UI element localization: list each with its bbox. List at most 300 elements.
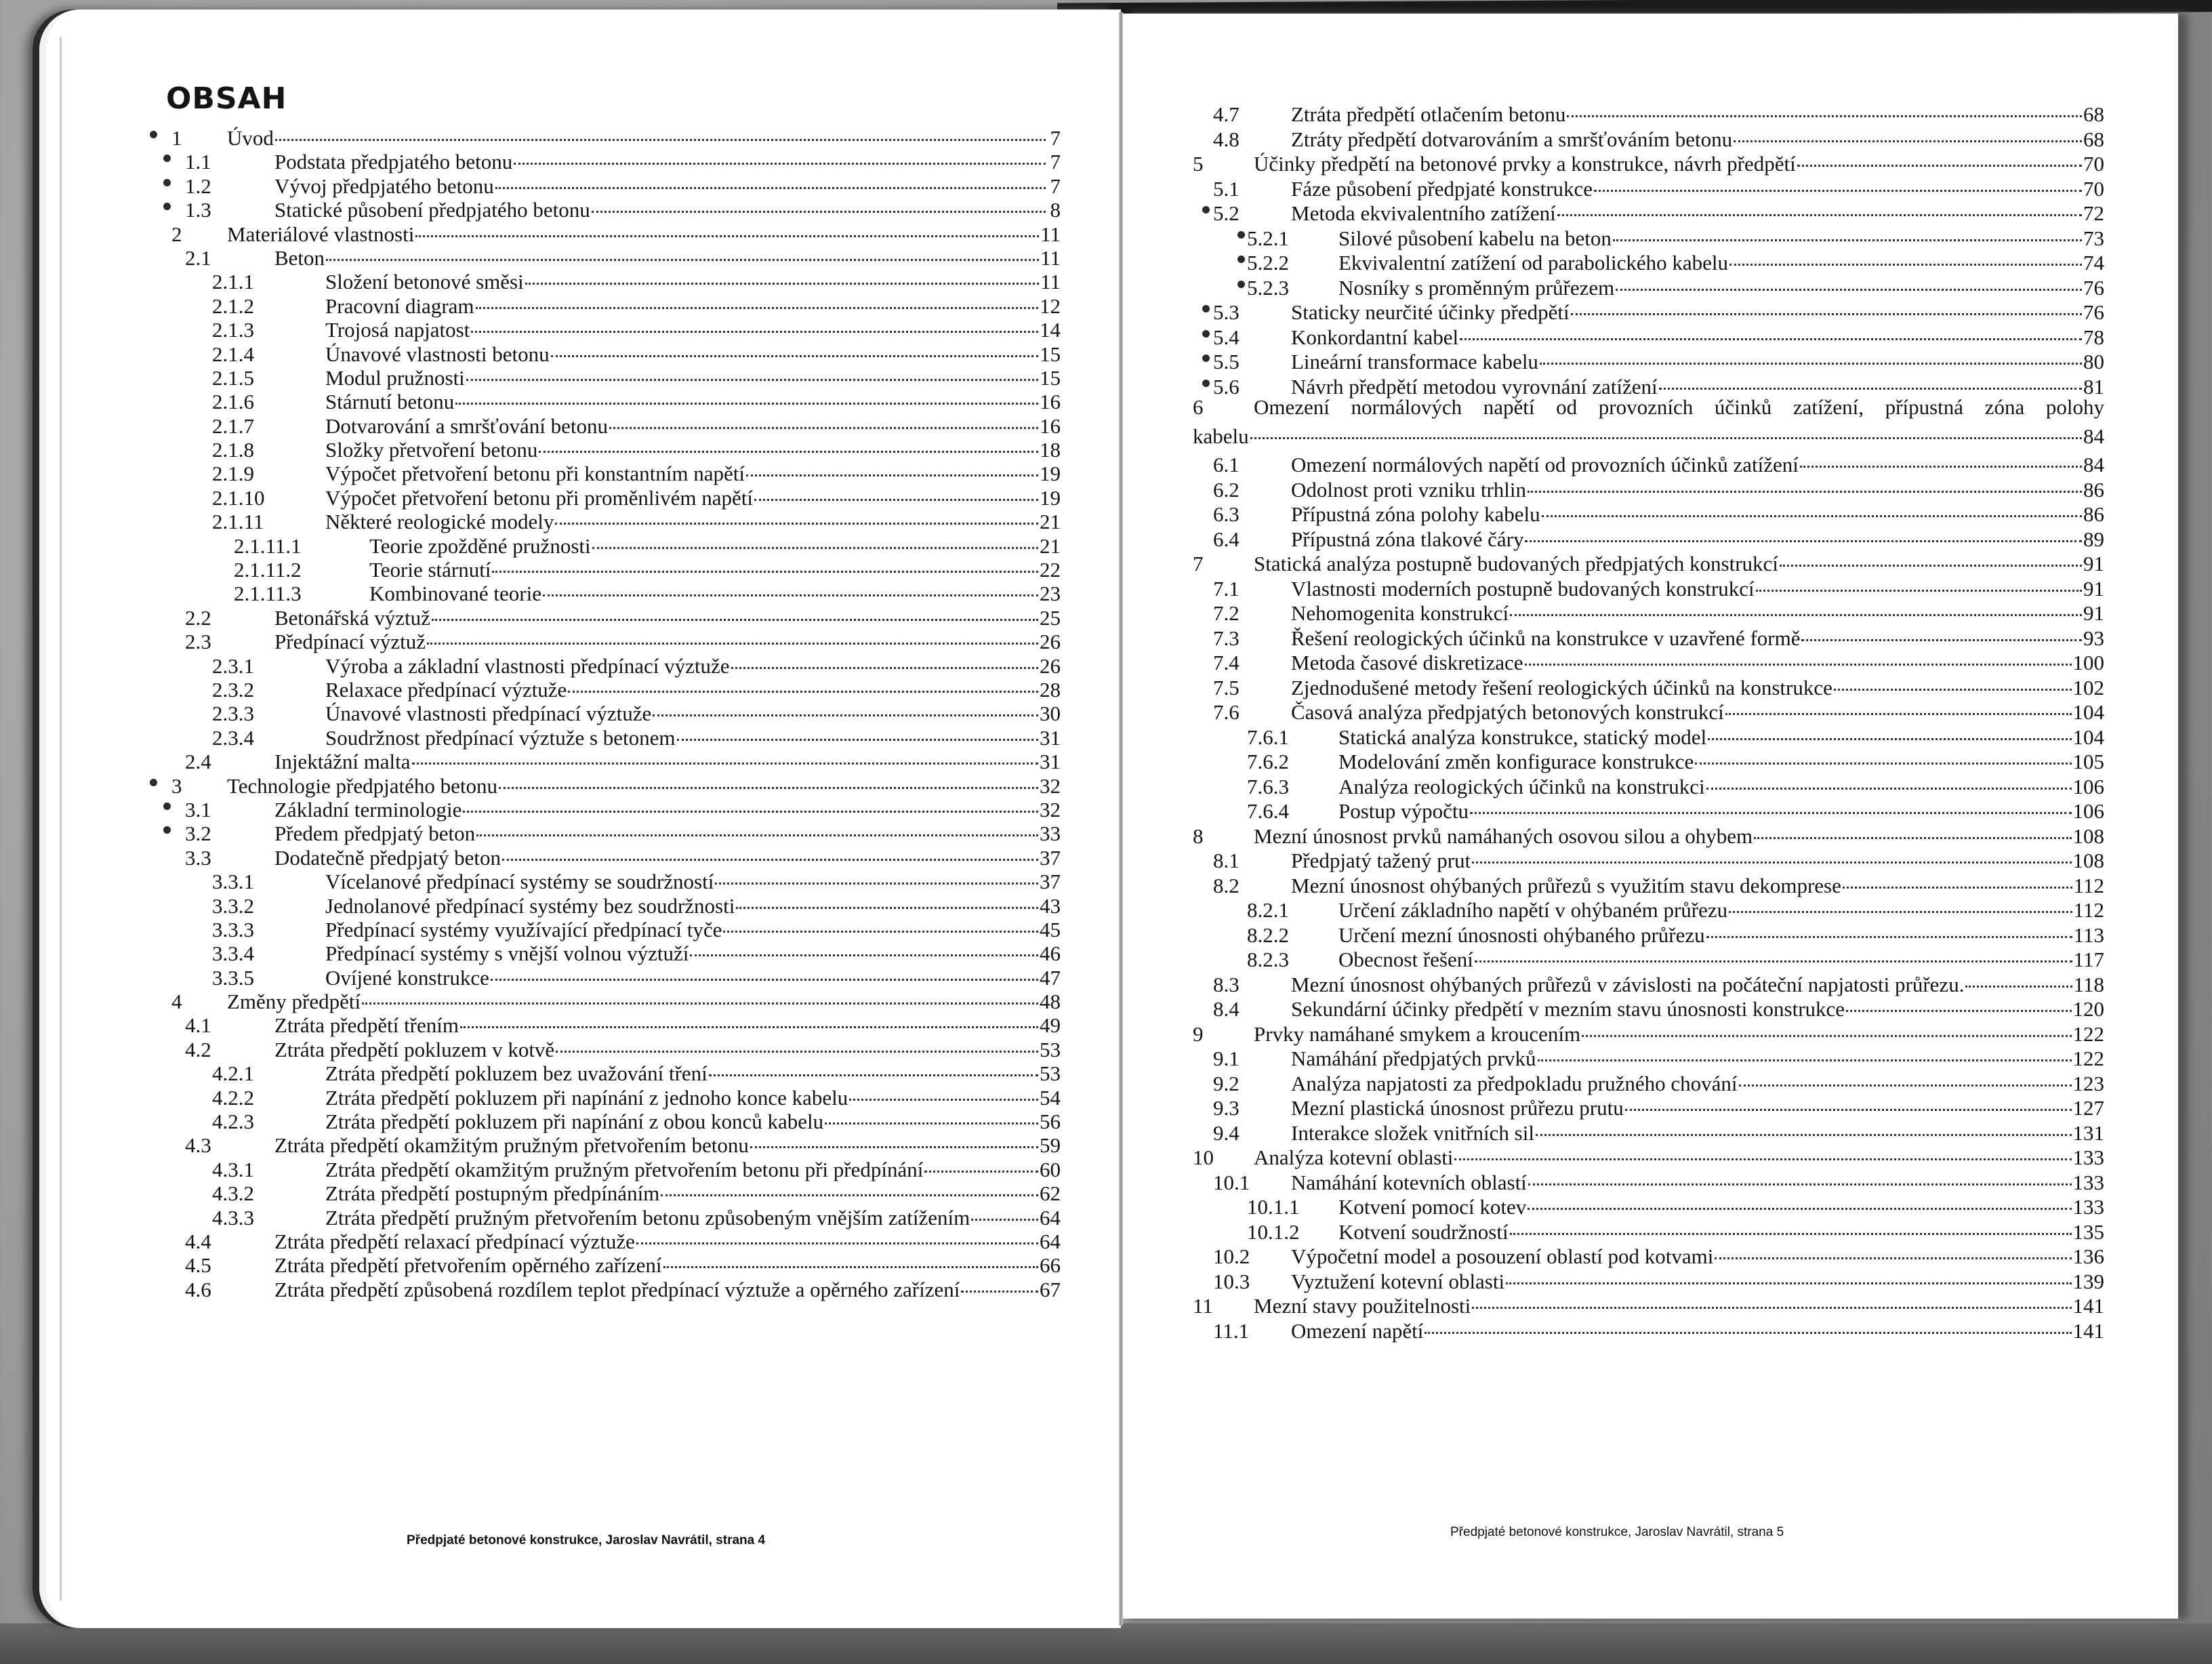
page-number: 73 [2083, 226, 2104, 250]
section-number: 4.2.2 [212, 1085, 254, 1110]
section-title: Řešení reologických účinků na konstrukce v uzavřené formě [1291, 626, 1801, 650]
section-title: Trojosá napjatost [325, 318, 470, 342]
section-title: Silové působení kabelu na beton [1338, 226, 1612, 250]
section-number: 2.1.1 [212, 270, 254, 294]
handwritten-dot-mark-icon [1202, 206, 1210, 214]
section-title: Úvod [227, 126, 274, 150]
page-number: 11 [1040, 270, 1061, 294]
dot-leader [539, 430, 1038, 453]
handwritten-dot-mark-icon [150, 131, 157, 138]
page-number: 120 [2072, 997, 2104, 1021]
section-title: Interakce složek vnitřních sil [1291, 1120, 1534, 1145]
dot-leader [1475, 939, 2072, 962]
page-number: 16 [1040, 413, 1061, 438]
page-number: 22 [1040, 558, 1061, 582]
page-number: 112 [2073, 898, 2104, 922]
section-title: Ztráta předpětí relaxací předpínací výztuže [274, 1229, 635, 1253]
dot-leader [326, 238, 1039, 261]
page-number: 8 [1050, 198, 1061, 222]
page-number: 64 [1040, 1205, 1061, 1230]
section-number: 9.4 [1213, 1120, 1240, 1145]
page-number: 23 [1040, 582, 1061, 606]
dot-leader [1472, 840, 2071, 864]
toc-entry [159, 1274, 1061, 1301]
page-number: 136 [2072, 1244, 2104, 1268]
section-number: 8.2 [1213, 873, 1240, 897]
page-number: 135 [2072, 1219, 2104, 1244]
section-title: Sekundární účinky předpětí v mezním stavu únosnosti konstrukce [1291, 997, 1845, 1021]
section-title: Mezní únosnost ohýbaných průřezů v závislosti na počáteční napjatosti průřezu. [1291, 972, 1965, 996]
section-number: 2.1.11.3 [234, 582, 302, 606]
section-number: 5.6 [1213, 374, 1240, 399]
section-number: 2.4 [185, 750, 211, 774]
section-title: Modul pružnosti [325, 365, 465, 390]
section-title: Výpočet přetvoření betonu při konstantním napětí [325, 462, 745, 486]
page-number: 37 [1040, 870, 1061, 894]
dot-leader [715, 861, 1038, 885]
section-number: 9.2 [1213, 1071, 1240, 1095]
page-number: 67 [1040, 1277, 1061, 1301]
handwritten-dot-mark-icon [1237, 281, 1245, 288]
dot-leader [1510, 1212, 2072, 1235]
section-title: Předem předpjatý beton [274, 821, 476, 846]
section-title: Některé reologické modely [325, 510, 554, 534]
dot-leader [1616, 268, 2082, 291]
section-number: 2.3.2 [212, 677, 254, 702]
section-number: 4.7 [1213, 102, 1240, 126]
dot-leader [412, 742, 1038, 765]
section-title: Časová analýza předpjatých betonových konstrukcí [1291, 700, 1724, 724]
page-number: 11 [1040, 222, 1061, 246]
handwritten-dot-mark-icon [1237, 231, 1245, 239]
dot-leader [1538, 1038, 2072, 1061]
section-number: 5.2.2 [1247, 251, 1289, 275]
dot-leader [491, 958, 1038, 981]
page-number: 118 [2073, 972, 2104, 996]
section-title: Změny předpětí [227, 990, 361, 1014]
section-number: 3.3 [185, 845, 211, 870]
section-number: 2.1.4 [212, 342, 254, 366]
dot-leader [476, 286, 1038, 309]
page-number: 7 [1050, 150, 1061, 174]
dot-leader [555, 502, 1038, 525]
dot-leader [754, 478, 1038, 501]
section-number: 6.2 [1213, 477, 1240, 502]
dot-leader [499, 766, 1038, 789]
dot-leader [514, 142, 1046, 165]
section-title: Podstata předpjatého betonu [274, 150, 513, 174]
section-number: 8.2.1 [1247, 898, 1289, 922]
section-number: 2.1.3 [212, 318, 254, 342]
dot-leader [471, 310, 1038, 333]
dot-leader [1846, 989, 2071, 1012]
page-number: 33 [1040, 821, 1061, 846]
dot-leader [455, 382, 1038, 405]
section-title: Únavové vlastnosti předpínací výztuže [325, 702, 652, 726]
section-title: Prvky namáhané smykem a kroucením [1254, 1021, 1581, 1046]
section-number: 3 [171, 773, 182, 798]
toc-list-left [159, 122, 1061, 1301]
page-number: 108 [2072, 824, 2104, 848]
section-number: 6 [1193, 395, 1204, 419]
section-title: Výroba a základní vlastnosti předpínací výztuže [325, 653, 730, 678]
page-number: 91 [2083, 552, 2104, 575]
page-number: 78 [2083, 325, 2104, 349]
page-number: 11 [1040, 245, 1061, 270]
dot-leader [476, 813, 1038, 836]
handwritten-dot-mark-icon [163, 179, 171, 186]
page-number: 32 [1040, 773, 1061, 798]
section-number: 5.3 [1213, 300, 1240, 324]
dot-leader [1695, 742, 2071, 765]
dot-leader [432, 598, 1038, 621]
section-number: 10 [1193, 1145, 1214, 1169]
dot-leader [723, 910, 1038, 933]
section-title: Beton [274, 245, 325, 270]
section-number: 2.1.11.2 [234, 558, 302, 582]
page-number: 62 [1040, 1181, 1061, 1206]
dot-leader [543, 573, 1038, 596]
section-title: Ztráty předpětí dotvarováním a smršťováním betonu [1291, 127, 1733, 151]
section-number: 2.1.11 [212, 510, 264, 534]
dot-leader [1780, 544, 2082, 567]
page-number: 112 [2073, 873, 2104, 897]
page-number: 15 [1040, 365, 1061, 390]
page-number: 91 [2083, 601, 2104, 625]
page-number: 15 [1040, 342, 1061, 366]
section-title: Předpínací výztuž [274, 630, 426, 654]
page-number: 68 [2083, 127, 2104, 151]
dot-leader [746, 453, 1038, 476]
section-number: 9.1 [1213, 1047, 1240, 1070]
section-number: 7.6.2 [1247, 750, 1289, 773]
page-number: 31 [1040, 725, 1061, 750]
section-title: Ztráta předpětí přetvořením opěrného zařízení [274, 1253, 662, 1278]
section-title: Soudržnost předpínací výztuže s betonem [325, 725, 676, 750]
page-number: 108 [2072, 849, 2104, 872]
dot-leader [460, 1005, 1038, 1028]
dot-leader [731, 646, 1038, 669]
page-number: 102 [2072, 675, 2104, 699]
dot-leader [1965, 965, 2072, 988]
section-title: Technologie předpjatého betonu [227, 773, 497, 798]
section-title: Materiálové vlastnosti [227, 222, 415, 246]
toc-entry [159, 1177, 1061, 1206]
section-number: 3.1 [185, 797, 211, 821]
section-title: Omezení normálových napětí od provozních účinků zatížení [1291, 453, 1799, 476]
page-number: 28 [1040, 677, 1061, 702]
page-number: 141 [2072, 1294, 2104, 1318]
page-number: 70 [2083, 176, 2104, 201]
toc-entry [159, 1249, 1061, 1278]
page-number: 45 [1040, 917, 1061, 941]
dot-leader [466, 358, 1038, 381]
section-number: 4.3.1 [212, 1157, 254, 1181]
section-number: 3.2 [185, 821, 211, 846]
section-number: 4.2.1 [212, 1061, 254, 1086]
section-title: Ztráta předpětí pružným přetvořením betonu způsobeným vnějším zatížením [325, 1205, 970, 1230]
section-title: Fáze působení předpjaté konstrukce [1291, 176, 1593, 201]
dot-leader [1739, 1063, 2072, 1087]
dot-leader [961, 1270, 1038, 1293]
section-number: 10.2 [1213, 1244, 1250, 1268]
section-title: Analýza napjatosti za předpokladu pružného chování [1291, 1071, 1738, 1095]
section-number: 4.1 [185, 1013, 211, 1038]
section-title: Omezení napětí [1291, 1318, 1424, 1343]
page-number: 127 [2072, 1096, 2104, 1120]
section-number: 6.3 [1213, 502, 1240, 526]
section-title: Zjednodušené metody řešení reologických účinků na konstrukce [1291, 675, 1832, 699]
section-title: Ztráta předpětí pokluzem v kotvě [274, 1037, 555, 1061]
section-number: 7.6.4 [1247, 799, 1289, 823]
section-number: 1.3 [185, 198, 211, 222]
page-number: 123 [2072, 1071, 2104, 1095]
section-title: Konkordantní kabel [1291, 325, 1459, 349]
section-number: 7.3 [1213, 626, 1240, 650]
section-number: 8 [1193, 824, 1204, 848]
page-number: 7 [1050, 174, 1061, 198]
dot-leader [661, 1173, 1038, 1196]
page-number: 60 [1040, 1157, 1061, 1181]
dot-leader [1754, 816, 2071, 839]
page-number: 104 [2072, 725, 2104, 749]
dot-leader [1834, 668, 2072, 691]
page-number: 68 [2083, 102, 2104, 126]
dot-leader [736, 886, 1038, 909]
section-title: Ztráta předpětí pokluzem bez uvažování tření [325, 1061, 708, 1086]
page-number: 30 [1040, 702, 1061, 726]
section-title: Ekvivalentní zatížení od parabolického kabelu [1338, 251, 1728, 275]
page-number: 18 [1040, 438, 1061, 462]
dot-leader [1800, 445, 2082, 468]
section-number: 1 [171, 126, 182, 150]
section-title: Přípustná zóna tlakové čáry [1291, 527, 1524, 551]
section-title: Určení mezní únosnosti ohýbaného průřezu [1338, 922, 1705, 947]
section-title: Návrh předpětí metodou vyrovnání zatížení [1291, 374, 1658, 399]
dot-leader [663, 1245, 1038, 1268]
section-number: 2.1.6 [212, 390, 254, 414]
section-title: Lineární transformace kabelu [1291, 350, 1538, 373]
dot-leader [677, 718, 1038, 741]
page-number: 76 [2083, 300, 2104, 324]
page-number: 31 [1040, 750, 1061, 774]
toc-entry [1193, 371, 2104, 399]
page-number: 21 [1040, 510, 1061, 534]
page-number: 26 [1040, 630, 1061, 654]
dot-leader [1542, 494, 2082, 517]
section-title: Mezní plastická únosnost průřezu prutu [1291, 1096, 1624, 1120]
section-number: 4.3 [185, 1133, 211, 1158]
dot-leader [1729, 243, 2082, 266]
section-title: Vyztužení kotevní oblasti [1291, 1269, 1505, 1293]
section-number: 5 [1193, 152, 1204, 176]
dot-leader [427, 622, 1038, 645]
section-title: Ztráta předpětí pokluzem při napínání z obou konců kabelu [325, 1110, 824, 1134]
dot-leader [362, 981, 1038, 1005]
dot-leader [1729, 890, 2072, 913]
page-number: 76 [2083, 275, 2104, 300]
page-number: 46 [1040, 941, 1061, 966]
section-title: Obecnost řešení [1338, 948, 1473, 971]
dot-leader [1250, 416, 2082, 439]
dot-leader [1571, 292, 2082, 315]
section-number: 3.3.3 [212, 917, 254, 941]
page-number: 59 [1040, 1133, 1061, 1158]
section-title: Dotvarování a smršťování betonu [325, 413, 609, 438]
section-number: 2.3.3 [212, 702, 254, 726]
section-number: 4.3.3 [212, 1205, 254, 1230]
section-number: 2.1.8 [212, 438, 254, 462]
section-title: Statická analýza postupně budovaných předpjatých konstrukcí [1254, 552, 1778, 575]
dot-leader [1460, 317, 2082, 340]
section-title: Mezní únosnost prvků namáhaných osovou silou a ohybem [1254, 824, 1753, 848]
page-number: 122 [2072, 1021, 2104, 1046]
section-title: Injektážní malta [274, 750, 411, 774]
section-title: Relaxace předpínací výztuže [325, 677, 567, 702]
section-title: Metoda časové diskretizace [1291, 651, 1523, 674]
section-number: 8.4 [1213, 997, 1240, 1021]
handwritten-dot-mark-icon [1202, 305, 1210, 312]
section-title: Složení betonové směsi [325, 270, 524, 294]
page-number: 47 [1040, 965, 1061, 990]
section-number: 5.2 [1213, 201, 1240, 225]
section-number: 4.2.3 [212, 1110, 254, 1134]
page-number: 54 [1040, 1085, 1061, 1110]
section-number: 2.3.1 [212, 653, 254, 678]
section-number: 6.1 [1213, 453, 1240, 476]
section-number: 2.1.5 [212, 365, 254, 390]
section-number: 5.5 [1213, 350, 1240, 373]
section-title: Kotvení pomocí kotev [1338, 1195, 1527, 1219]
page-number: 133 [2072, 1195, 2104, 1219]
page-number: 43 [1040, 893, 1061, 918]
dot-leader [1734, 119, 2082, 142]
section-number: 7.4 [1213, 651, 1240, 674]
section-title: Ztráta předpětí třením [274, 1013, 459, 1038]
page-number: 32 [1040, 797, 1061, 821]
dot-leader [556, 1030, 1038, 1053]
section-number: 2.2 [185, 605, 211, 630]
section-title: Mezní únosnost ohýbaných průřezů s využitím stavu dekomprese [1291, 873, 1841, 897]
section-number: 8.2.3 [1247, 948, 1289, 971]
table-surface [0, 1623, 2212, 1664]
dot-leader [568, 670, 1038, 693]
section-title: Určení základního napětí v ohýbaném průřezu [1338, 898, 1728, 922]
page-number: 86 [2083, 502, 2104, 526]
section-number: 2.3.4 [212, 725, 254, 750]
section-number: 6.4 [1213, 527, 1240, 551]
section-number: 7.2 [1213, 601, 1240, 625]
section-title: Odolnost proti vzniku trhlin [1291, 477, 1527, 502]
section-number: 4.4 [185, 1229, 211, 1253]
page-number: 72 [2083, 201, 2104, 225]
page-number: 141 [2072, 1318, 2104, 1343]
section-title: Ztráta předpětí způsobená rozdílem teplot předpínací výztuže a opěrného zařízení [274, 1277, 960, 1301]
page-number: 104 [2072, 700, 2104, 724]
section-title: Přípustná zóna polohy kabelu [1291, 502, 1540, 526]
section-title: Postup výpočtu [1338, 799, 1469, 823]
section-number: 4 [171, 990, 182, 1014]
section-number: 5.2.3 [1247, 275, 1289, 300]
dot-leader [1425, 1311, 2071, 1334]
dot-leader [1454, 1137, 2071, 1160]
section-number: 1.2 [185, 174, 211, 198]
page-number: 89 [2083, 527, 2104, 551]
section-title: Nosníky s proměnným průřezem [1338, 275, 1615, 300]
page-number: 49 [1040, 1013, 1061, 1038]
section-number: 4.3.2 [212, 1181, 254, 1206]
section-title: Kombinované teorie [369, 582, 541, 606]
section-title: Stárnutí betonu [325, 390, 455, 414]
page-number: 66 [1040, 1253, 1061, 1278]
section-title: Statická analýza konstrukce, statický model [1338, 725, 1707, 749]
page-number: 74 [2083, 251, 2104, 275]
section-title: Namáhání předpjatých prvků [1291, 1047, 1536, 1070]
section-title: Dodatečně předpjatý beton [274, 845, 501, 870]
section-title: Kotvení soudržností [1338, 1219, 1509, 1244]
dot-leader [551, 334, 1038, 357]
section-title: Složky přetvoření betonu [325, 438, 538, 462]
page-number: 53 [1040, 1061, 1061, 1086]
section-title: Ovíjené konstrukce [325, 965, 489, 990]
section-number: 4.2 [185, 1037, 211, 1061]
page-number: 26 [1040, 653, 1061, 678]
dot-leader [463, 790, 1038, 813]
dot-leader [1557, 193, 2082, 216]
dot-leader [1659, 367, 2082, 390]
section-title: Předpínací systémy využívající předpínací tyče [325, 917, 722, 941]
dot-leader [592, 526, 1038, 549]
section-number: 11.1 [1213, 1318, 1250, 1343]
section-title: Analýza reologických účinků na konstrukci [1338, 774, 1705, 798]
section-number: 7.6.1 [1247, 725, 1289, 749]
section-number: 2.1.10 [212, 485, 265, 510]
page-number: 133 [2072, 1170, 2104, 1194]
section-number: 1.1 [185, 150, 211, 174]
dot-leader [1594, 169, 2082, 192]
page-number: 91 [2083, 576, 2104, 601]
page-number: 19 [1040, 485, 1061, 510]
dot-leader [1706, 915, 2072, 938]
page-number: 56 [1040, 1110, 1061, 1134]
section-number: 10.3 [1213, 1269, 1250, 1293]
page-number: 122 [2072, 1047, 2104, 1070]
section-number: 3.3.1 [212, 870, 254, 894]
section-number: 10.1.1 [1247, 1195, 1300, 1219]
section-title: Teorie zpožděné pružnosti [369, 533, 591, 558]
section-number: 8.2.2 [1247, 922, 1289, 947]
page-footer-right: Předpjaté betonové konstrukce, Jaroslav Navrátil, strana 5 [1450, 1525, 1784, 1539]
toc-heading: OBSAH [166, 81, 287, 116]
toc-entry [1193, 395, 2104, 449]
dot-leader [525, 262, 1039, 285]
section-number: 8.3 [1213, 972, 1240, 996]
dot-leader [415, 214, 1039, 237]
section-number: 2.1.7 [212, 413, 254, 438]
page-number: 113 [2073, 922, 2104, 947]
section-number: 8.1 [1213, 849, 1240, 872]
page-number: 80 [2083, 350, 2104, 373]
dot-leader [1536, 1113, 2072, 1136]
dot-leader [1613, 218, 2082, 241]
section-number: 9 [1193, 1021, 1204, 1046]
dot-leader [1510, 593, 2082, 616]
dot-leader [1528, 1187, 2071, 1210]
dot-leader [1472, 1286, 2071, 1309]
handwritten-dot-mark-icon [150, 779, 157, 786]
page-number: 100 [2072, 651, 2104, 674]
toc-list-right [1193, 98, 2104, 1343]
